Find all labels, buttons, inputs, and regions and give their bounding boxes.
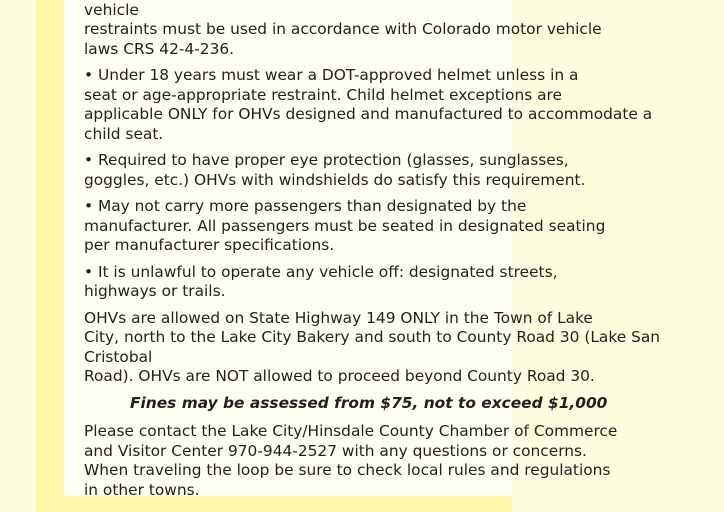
paragraph-restraints: vehicle restraints must be used in accordance with Colorado motor vehicle laws CRS 42-4-236. [84, 0, 602, 58]
paragraph-helmet: • Under 18 years must wear a DOT-approved helmet unless in a seat or age-appropriate restraint. Child helmet exceptions are applicable ONLY for OHVs designed and manufactured to accommodate a child seat. [84, 66, 653, 143]
fines-notice: Fines may be assessed from $75, not to exceed $1,000 [130, 393, 608, 412]
paragraph-eye-protection: • Required to have proper eye protection (glasses, sunglasses, goggles, etc.) OHVs with windshields do satisfy this requirement. [84, 151, 586, 189]
paragraph-unlawful: • It is unlawful to operate any vehicle off: designated streets, highways or trails. [84, 262, 558, 300]
document-panel [64, 0, 661, 499]
paragraph-passengers: • May not carry more passengers than designated by the manufacturer. All passengers must be seated in designated seating per manufacturer specifications. [84, 197, 606, 254]
page-margin [0, 0, 36, 512]
document-content [84, 0, 724, 507]
paragraph-contact: Please contact the Lake City/Hinsdale County Chamber of Commerce and Visitor Center 970-944-2527 with any questions or concerns. When traveling the loop be sure to check local rules and regulations in other towns. [84, 422, 618, 499]
paragraph-highway-149: OHVs are allowed on State Highway 149 ONLY in the Town of Lake City, north to the Lake City Bakery and south to County Road 30 (Lake San Cristobal Road). OHVs are NOT allowed to proceed beyond County Road 30. [84, 308, 661, 385]
